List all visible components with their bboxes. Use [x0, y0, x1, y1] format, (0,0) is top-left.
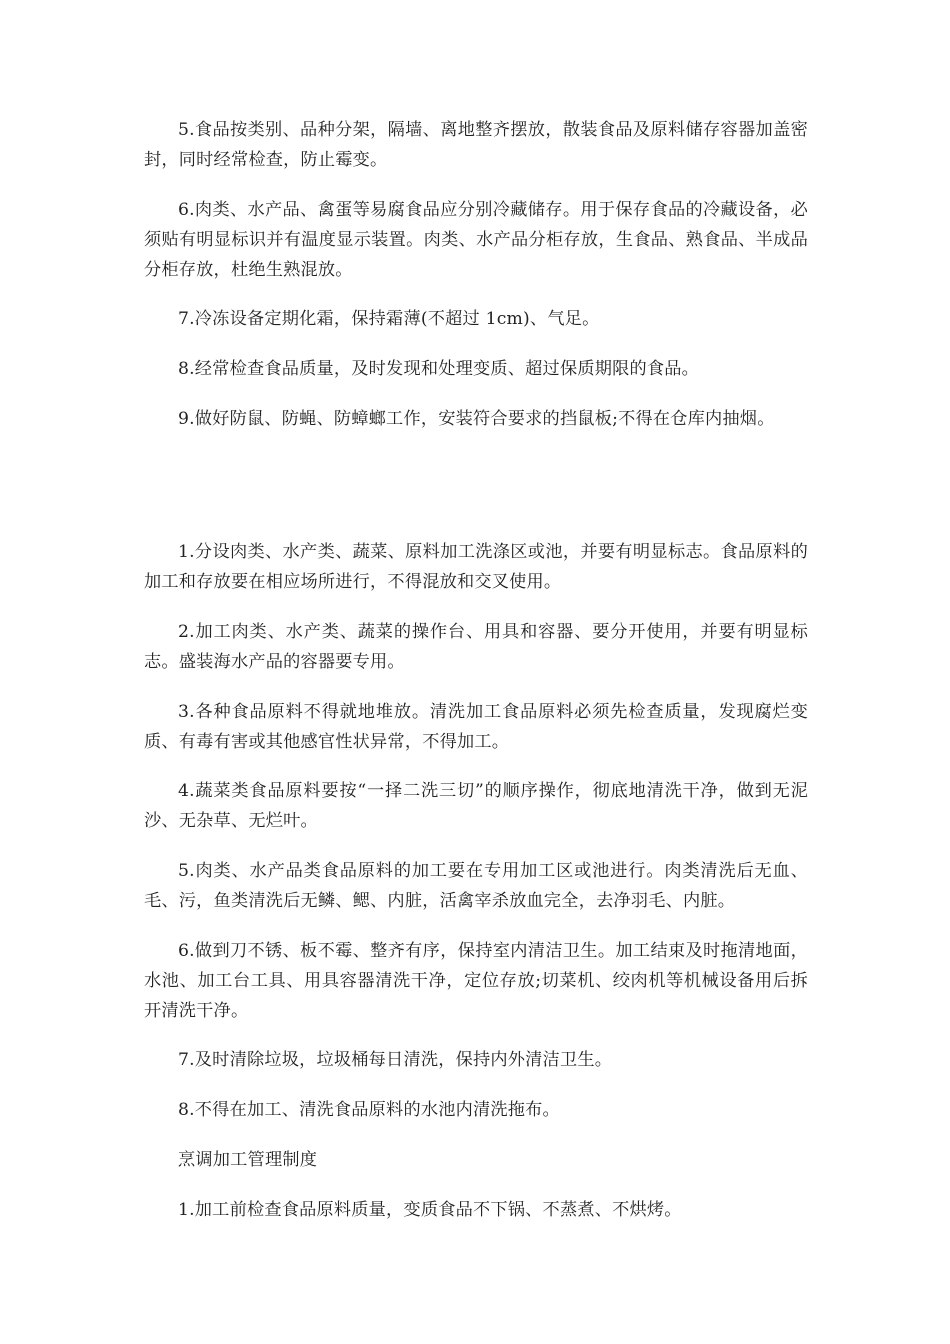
storage-item-8: 8.经常检查食品质量，及时发现和处理变质、超过保质期限的食品。 — [178, 359, 700, 379]
storage-item-5: 5.食品按类别、品种分架，隔墙、离地整齐摆放，散装食品及原料储存容器加盖密封，同时经常检查，防止霉变。 — [144, 120, 808, 170]
storage-item-9: 9.做好防鼠、防蝇、防蟑螂工作，安装符合要求的挡鼠板;不得在仓库内抽烟。 — [178, 409, 775, 429]
cooking-section-heading: 烹调加工管理制度 — [178, 1150, 318, 1170]
processing-item-6: 6.做到刀不锈、板不霉、整齐有序，保持室内清洁卫生。加工结束及时拖清地面，水池、加工台工具、用具容器清洗干净，定位存放;切菜机、绞肉机等机械设备用后拆开清洗干净。 — [144, 941, 808, 1021]
processing-item-4: 4.蔬菜类食品原料要按“一择二洗三切”的顺序操作，彻底地清洗干净，做到无泥沙、无杂草、无烂叶。 — [144, 781, 808, 831]
storage-item-7: 7.冷冻设备定期化霜，保持霜薄(不超过 1cm)、气足。 — [178, 309, 600, 329]
processing-item-7: 7.及时清除垃圾，垃圾桶每日清洗，保持内外清洁卫生。 — [178, 1050, 613, 1070]
processing-item-3: 3.各种食品原料不得就地堆放。清洗加工食品原料必须先检查质量，发现腐烂变质、有毒有害或其他感官性状异常，不得加工。 — [144, 702, 808, 752]
processing-item-1: 1.分设肉类、水产类、蔬菜、原料加工洗涤区或池，并要有明显标志。食品原料的加工和存放要在相应场所进行，不得混放和交叉使用。 — [144, 542, 808, 592]
storage-item-6: 6.肉类、水产品、禽蛋等易腐食品应分别冷藏储存。用于保存食品的冷藏设备，必须贴有明显标识并有温度显示装置。肉类、水产品分柜存放，生食品、熟食品、半成品分柜存放，杜绝生熟混放。 — [144, 200, 808, 280]
processing-item-8: 8.不得在加工、清洗食品原料的水池内清洗拖布。 — [178, 1100, 560, 1120]
processing-item-2: 2.加工肉类、水产类、蔬菜的操作台、用具和容器、要分开使用，并要有明显标志。盛装海水产品的容器要专用。 — [144, 622, 808, 672]
cooking-item-1: 1.加工前检查食品原料质量，变质食品不下锅、不蒸煮、不烘烤。 — [178, 1200, 682, 1220]
processing-item-5: 5.肉类、水产品类食品原料的加工要在专用加工区或池进行。肉类清洗后无血、毛、污，鱼类清洗后无鳞、鳃、内脏，活禽宰杀放血完全，去净羽毛、内脏。 — [144, 861, 808, 911]
